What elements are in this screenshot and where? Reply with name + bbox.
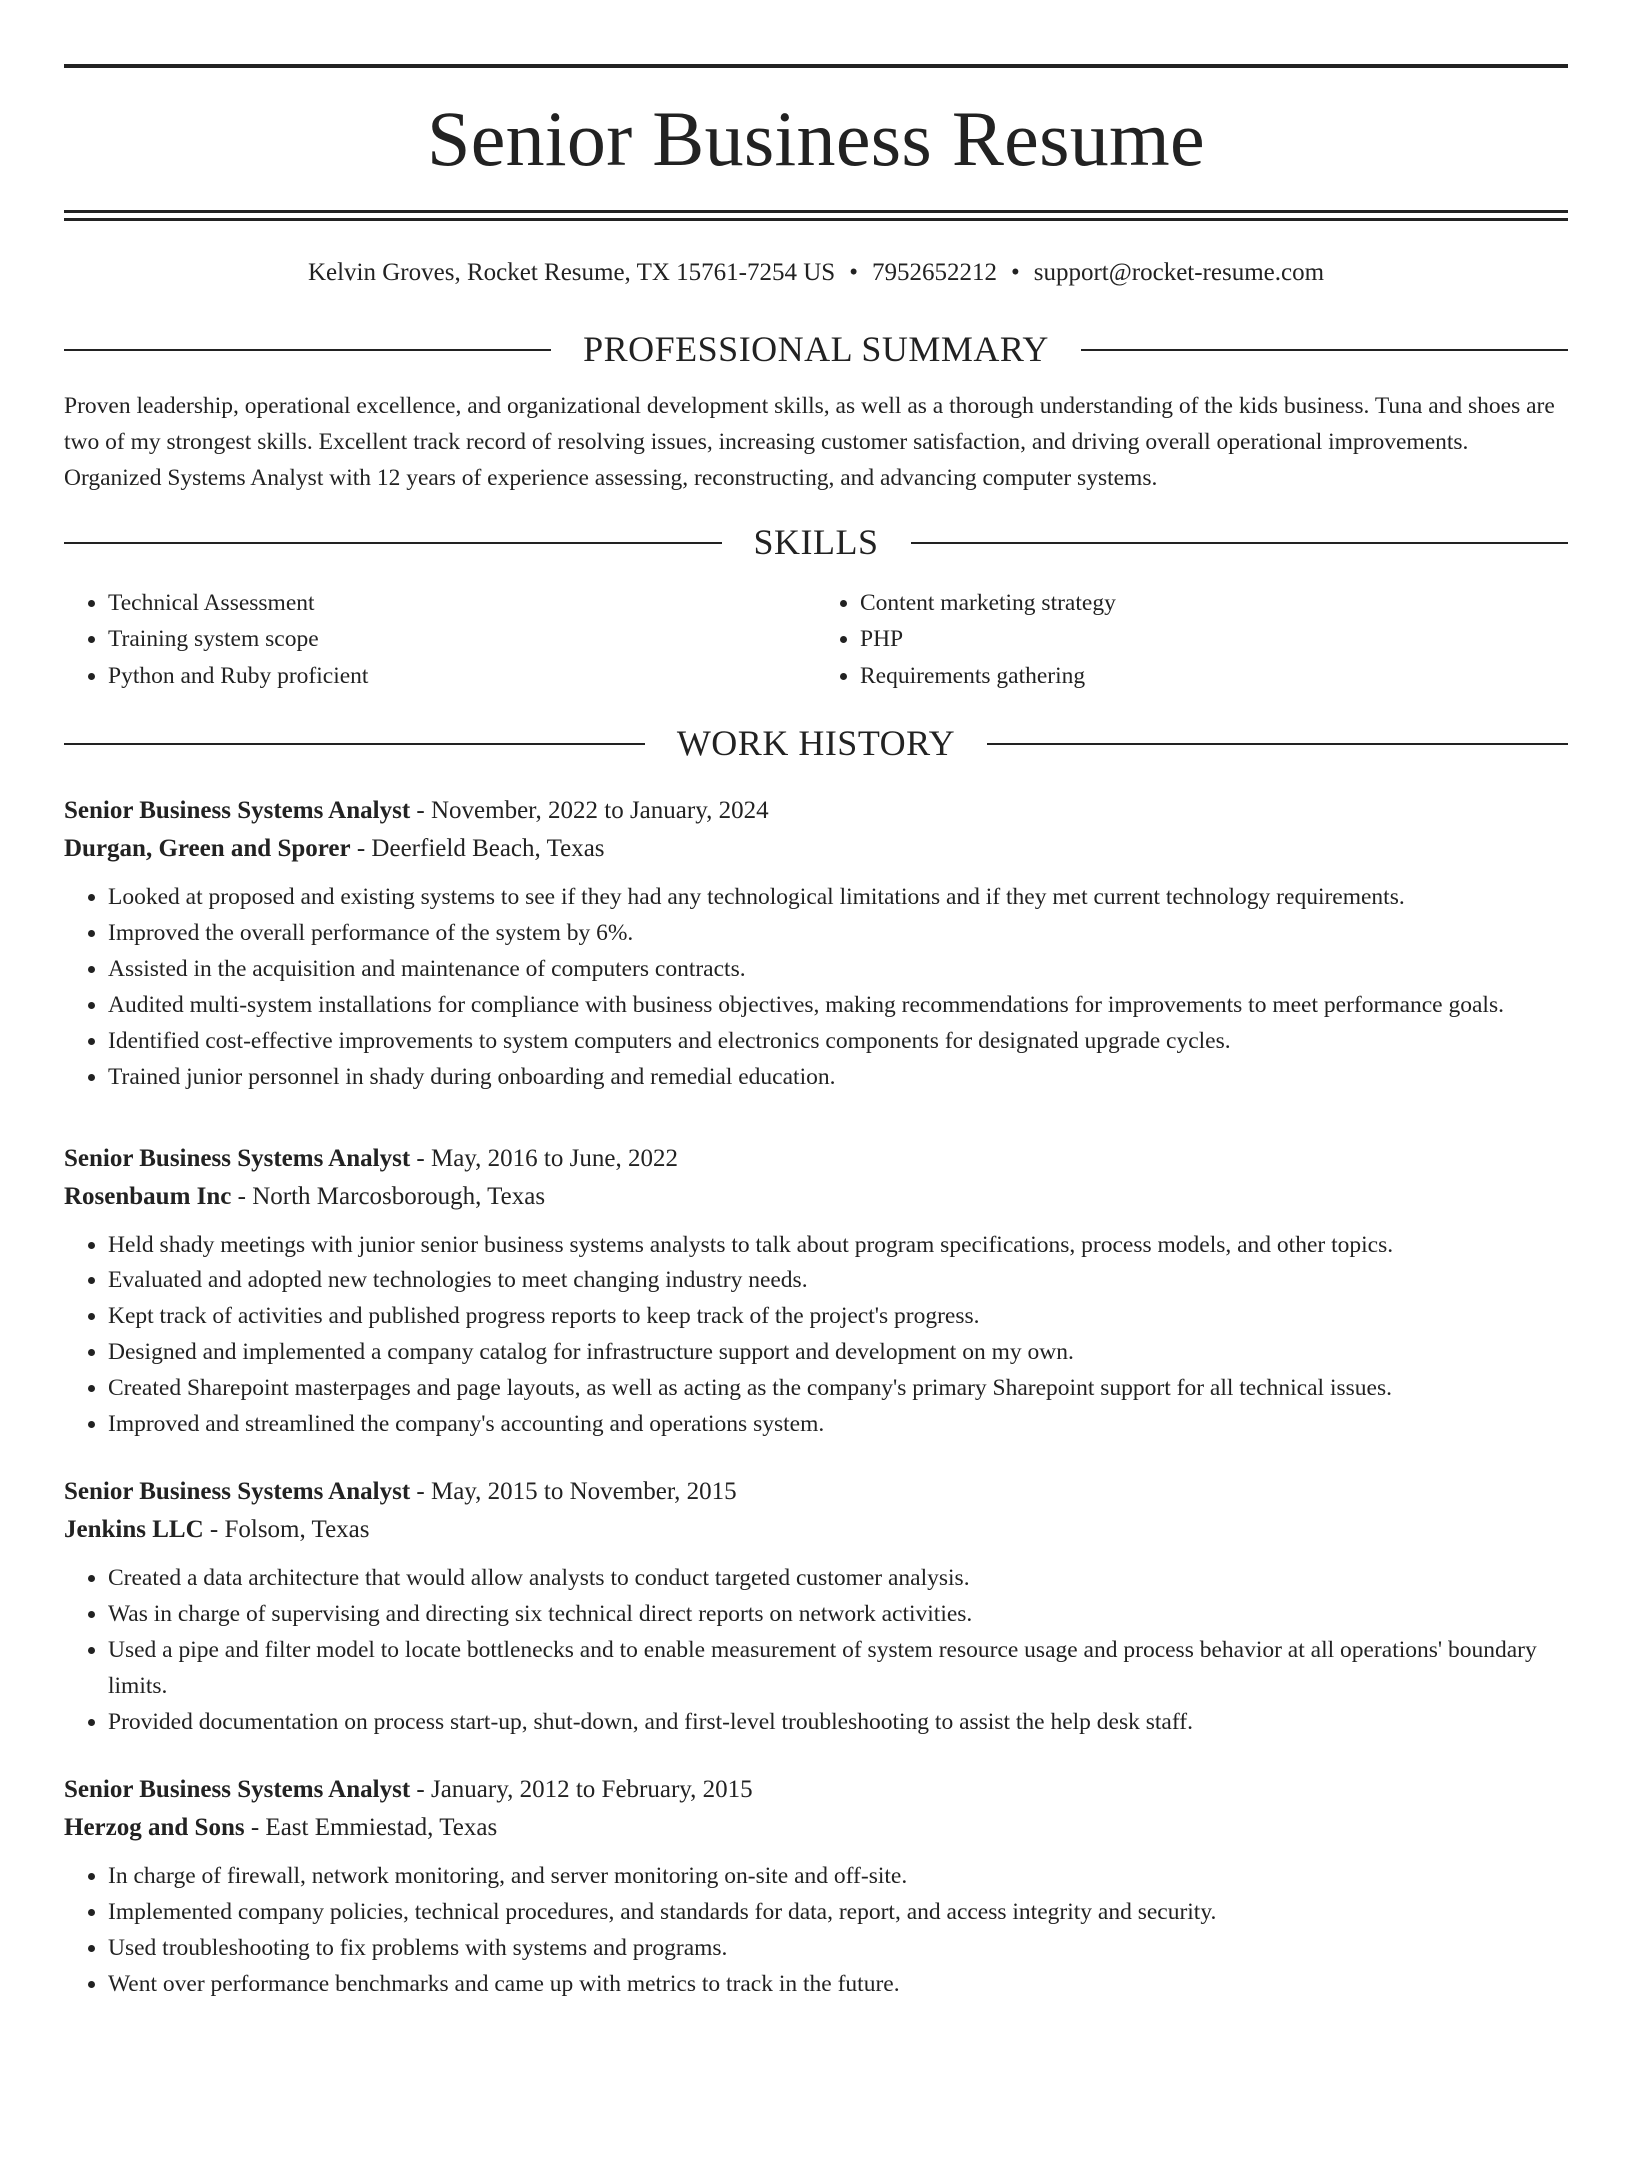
job-bullet: • Implemented company policies, technical procedures, and standards for data, report, and access integrity and security. [108, 1895, 1568, 1931]
job-bullet: • Identified cost-effective improvements to system computers and electronics components for designated upgrade cycles. [108, 1024, 1568, 1060]
job-title-row [64, 1771, 1568, 1809]
job-title: Senior Business Systems Analyst [64, 1144, 411, 1172]
job-bullets [64, 1228, 1568, 1444]
job-title-row [64, 1140, 1568, 1178]
section-heading-skills [64, 523, 1568, 563]
job-bullet: • Was in charge of supervising and directing six technical direct reports on network activities. [108, 1597, 1568, 1633]
job-bullet: • Created a data architecture that would allow analysts to conduct targeted customer analysis. [108, 1561, 1568, 1597]
job-bullet: • Assisted in the acquisition and maintenance of computers contracts. [108, 952, 1568, 988]
heading-rule [64, 542, 722, 544]
job-bullet: • Provided documentation on process start-up, shut-down, and first-level troubleshooting to assist the help desk staff. [108, 1705, 1568, 1741]
skills-column-right [816, 585, 1568, 694]
job-company: Durgan, Green and Sporer [64, 834, 351, 862]
job-title: Senior Business Systems Analyst [64, 1478, 411, 1506]
heading-rule [911, 542, 1569, 544]
skill-item: • PHP [860, 621, 1568, 657]
section-title: PROFESSIONAL SUMMARY [583, 328, 1049, 369]
heading-rule [1081, 349, 1568, 351]
job-title-row [64, 792, 1568, 830]
contact-separator: • [849, 258, 858, 286]
job-entry [64, 1473, 1568, 1741]
job-company: Herzog and Sons [64, 1814, 245, 1841]
job-location: - North Marcosborough, Texas [231, 1182, 546, 1210]
skill-item: • Python and Ruby proficient [108, 658, 816, 694]
job-bullet: • Designed and implemented a company catalog for infrastructure support and development on my own. [108, 1335, 1568, 1371]
job-bullets [64, 880, 1568, 1096]
skill-item: • Training system scope [108, 621, 816, 657]
title-double-rule [64, 210, 1568, 221]
job-bullet: • Audited multi-system installations for compliance with business objectives, making recommendations for improvements to meet performance goals. [108, 988, 1568, 1024]
contact-separator: • [1010, 258, 1020, 286]
page-title: Senior Business Resume [427, 95, 1205, 182]
job-bullet: • Looked at proposed and existing systems to see if they had any technological limitations and if they met current technology requirements. [108, 880, 1568, 916]
job-company-row [64, 1178, 1568, 1216]
job-bullets [64, 1561, 1568, 1741]
job-bullet: • Held shady meetings with junior senior business systems analysts to talk about program specifications, process models, and other topics. [108, 1228, 1568, 1264]
job-bullet: • Used troubleshooting to fix problems with systems and programs. [108, 1931, 1568, 1967]
job-bullet: • Created Sharepoint masterpages and page layouts, as well as acting as the company's primary Sharepoint support for all technical issues. [108, 1371, 1568, 1407]
contact-phone: 7952652212 [871, 258, 997, 286]
contact-email: support@rocket-resume.com [1033, 258, 1325, 286]
section-title: WORK HISTORY [676, 723, 956, 764]
job-bullet: • Trained junior personnel in shady during onboarding and remedial education. [108, 1060, 1568, 1096]
job-bullets [64, 1859, 1568, 2003]
job-company: Rosenbaum Inc [64, 1182, 232, 1210]
job-company-row [64, 1511, 1568, 1549]
job-title: Senior Business Systems Analyst [64, 1776, 411, 1803]
job-location: - Folsom, Texas [203, 1516, 370, 1544]
job-dates: - January, 2012 to February, 2015 [410, 1776, 753, 1803]
job-location: - East Emmiestad, Texas [244, 1814, 498, 1841]
section-title: SKILLS [753, 522, 879, 563]
top-rule [64, 64, 1568, 68]
section-heading-summary [64, 330, 1568, 370]
job-bullet: • In charge of firewall, network monitoring, and server monitoring on-site and off-site. [108, 1859, 1568, 1895]
skill-item: • Technical Assessment [108, 585, 816, 621]
job-title: Senior Business Systems Analyst [64, 796, 411, 824]
heading-rule [987, 743, 1568, 745]
skill-item: • Requirements gathering [860, 658, 1568, 694]
job-dates: - May, 2015 to November, 2015 [410, 1478, 737, 1506]
job-entry [64, 1140, 1568, 1444]
skills-list [64, 585, 1568, 694]
skill-item: • Content marketing strategy [860, 585, 1568, 621]
job-bullet: • Kept track of activities and published progress reports to keep track of the project's progress. [108, 1299, 1568, 1335]
contact-address: Kelvin Groves, Rocket Resume, TX 15761-7254 US [307, 258, 836, 286]
job-company-row [64, 1809, 1568, 1847]
job-bullet: • Went over performance benchmarks and came up with metrics to track in the future. [108, 1967, 1568, 2003]
job-entry [64, 792, 1568, 1096]
job-dates: - May, 2016 to June, 2022 [410, 1144, 678, 1172]
job-location: - Deerfield Beach, Texas [350, 834, 605, 862]
heading-rule [64, 743, 645, 745]
resume-page [0, 64, 1632, 2176]
job-bullet: • Improved the overall performance of the system by 6%. [108, 916, 1568, 952]
summary-text: Proven leadership, operational excellence, and organizational development skills, as well as a thorough understanding of the kids business. Tuna and shoes are two of my strongest skills. Excellent track record of resolving issues, increasing customer satisfaction, and driving overall operational improvements. Organized Systems Analyst with 12 years of experience assessing, reconstructing, and advancing computer systems. [64, 393, 1555, 492]
job-dates: - November, 2022 to January, 2024 [410, 796, 769, 824]
job-bullet: • Improved and streamlined the company's accounting and operations system. [108, 1407, 1568, 1443]
job-entry [64, 1771, 1568, 2003]
section-heading-work [64, 724, 1568, 764]
job-company: Jenkins LLC [64, 1516, 204, 1544]
skills-column-left [64, 585, 816, 694]
job-bullet: • Used a pipe and filter model to locate bottlenecks and to enable measurement of system resource usage and process behavior at all operations' boundary limits. [108, 1633, 1568, 1705]
heading-rule [64, 349, 551, 351]
contact-line [64, 258, 1568, 288]
job-bullet: • Evaluated and adopted new technologies to meet changing industry needs. [108, 1263, 1568, 1299]
job-company-row [64, 830, 1568, 868]
job-title-row [64, 1473, 1568, 1511]
